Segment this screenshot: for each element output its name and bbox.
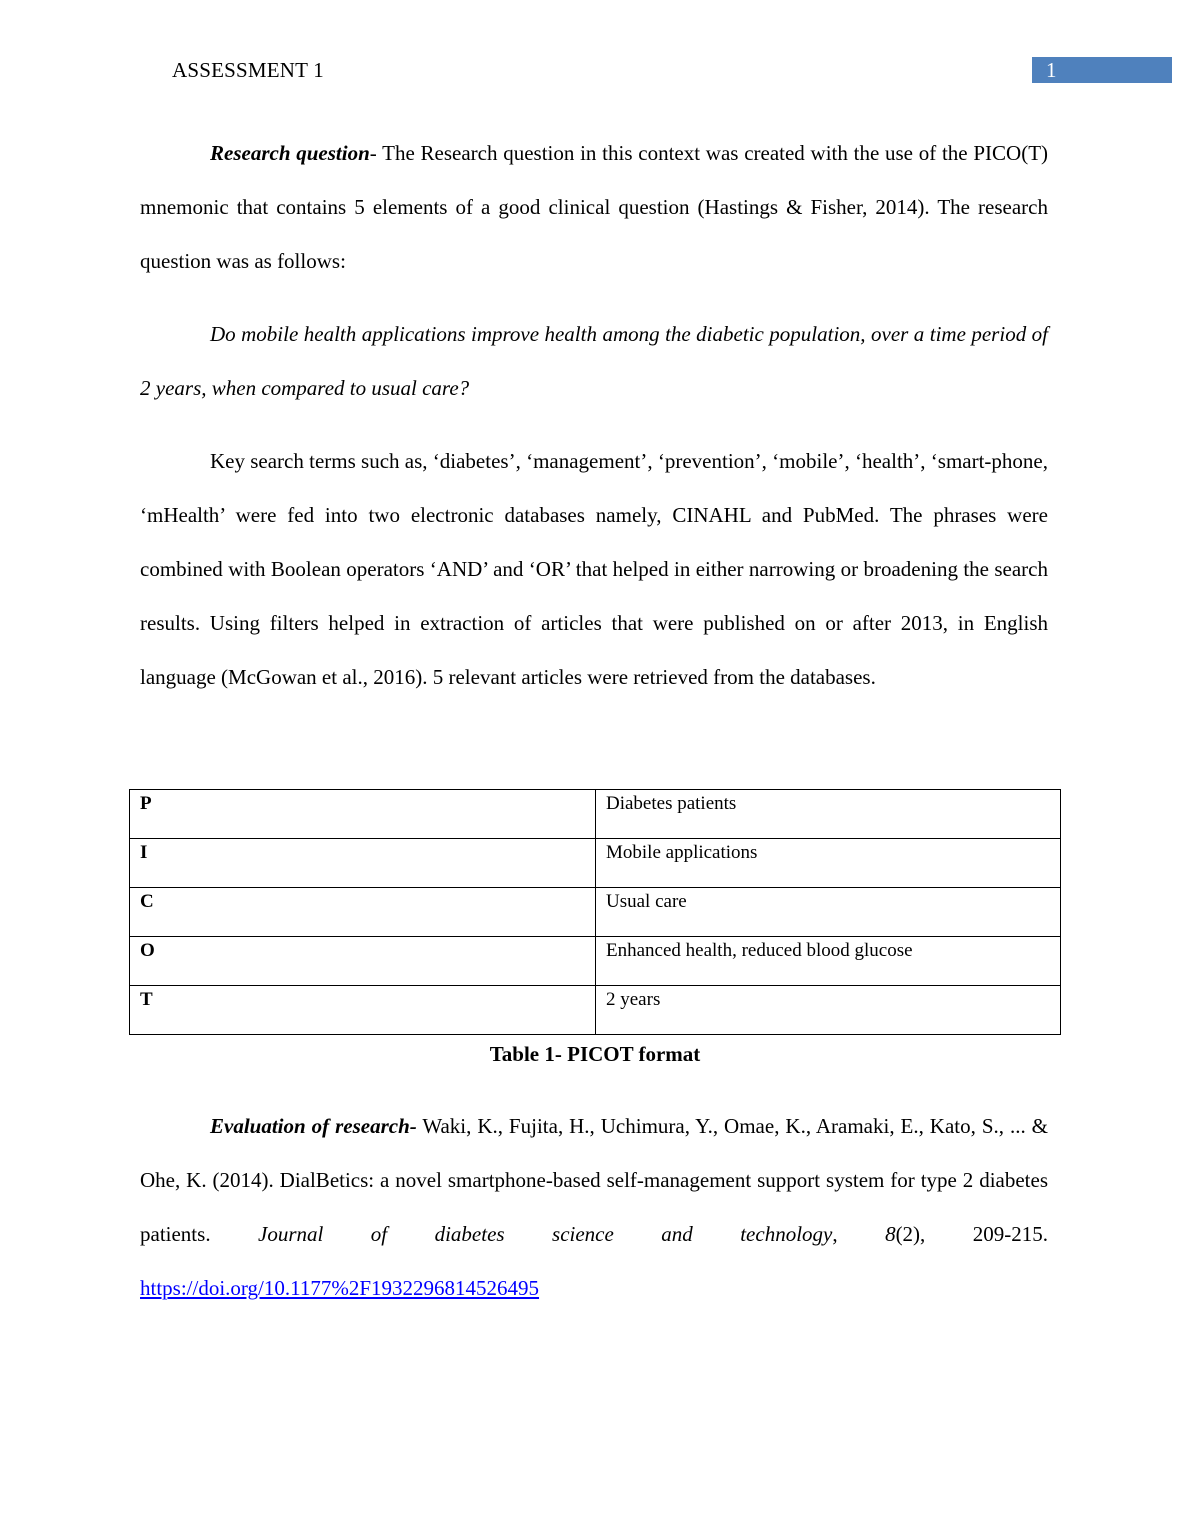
picot-letter: P [130,790,596,839]
citation-separator: , [832,1222,886,1246]
table-row [130,790,1061,839]
journal-name: Journal of diabetes science and technology [258,1222,833,1246]
question-text: Do mobile health applications improve health among the diabetic population, over a time period of 2 years, when compared to usual care? [140,322,1048,400]
issue-pages: (2), 209-215. [895,1222,1048,1246]
doi-link[interactable]: https://doi.org/10.1177%2F1932296814526495 [140,1276,540,1300]
picot-letter: O [130,937,596,986]
picot-value: Usual care [596,888,1061,937]
picot-value: Mobile applications [596,839,1061,888]
journal-volume: 8 [885,1222,896,1246]
picot-value: 2 years [596,986,1061,1035]
picot-letter: T [130,986,596,1035]
research-question-text: The Research question in this context was created with the use of the PICO(T) mnemonic that contains 5 elements of a good clinical question (Hastings & Fisher, 2014). The research question was as follows: [140,141,1049,273]
evaluation-paragraph [140,1099,1048,1315]
research-question-dash: - [369,141,377,165]
header-title: ASSESSMENT 1 [172,58,324,82]
search-strategy-paragraph: Key search terms such as, ‘diabetes’, ‘management’, ‘prevention’, ‘mobile’, ‘health’, ‘smart-phone, ‘mHealth’ were fed into two electronic databases namely, CINAHL and PubMed. The phrases were combined with Boolean operators ‘AND’ and ‘OR’ that helped in either narrowing or broadening the search results. Using filters helped in extraction of articles that were published on or after 2013, in English language (McGowan et al., 2016). 5 relevant articles were retrieved from the databases. [140,449,1048,689]
picot-value: Enhanced health, reduced blood glucose [596,937,1061,986]
table-row [130,986,1061,1035]
research-question-statement [140,307,1048,415]
picot-table [129,789,1061,1035]
picot-value: Diabetes patients [596,790,1061,839]
table-row [130,839,1061,888]
picot-letter: I [130,839,596,888]
research-question-paragraph [140,126,1048,288]
page-number: 1 [1046,58,1057,82]
page-number-box [1032,57,1172,83]
research-question-label: Research question [210,141,370,165]
evaluation-label: Evaluation of research- [210,1114,417,1138]
picot-letter: C [130,888,596,937]
citation-text: Waki, K., Fujita, H., Uchimura, Y., Omae, K., Aramaki, E., Kato, S., ... & Ohe, K. (2014). DialBetics: a novel smartphone-based self-management support system for type 2 diabetes patients. [140,1114,1048,1246]
table-row [130,888,1061,937]
table-row [130,937,1061,986]
table-caption: Table 1- PICOT format [489,1042,701,1066]
